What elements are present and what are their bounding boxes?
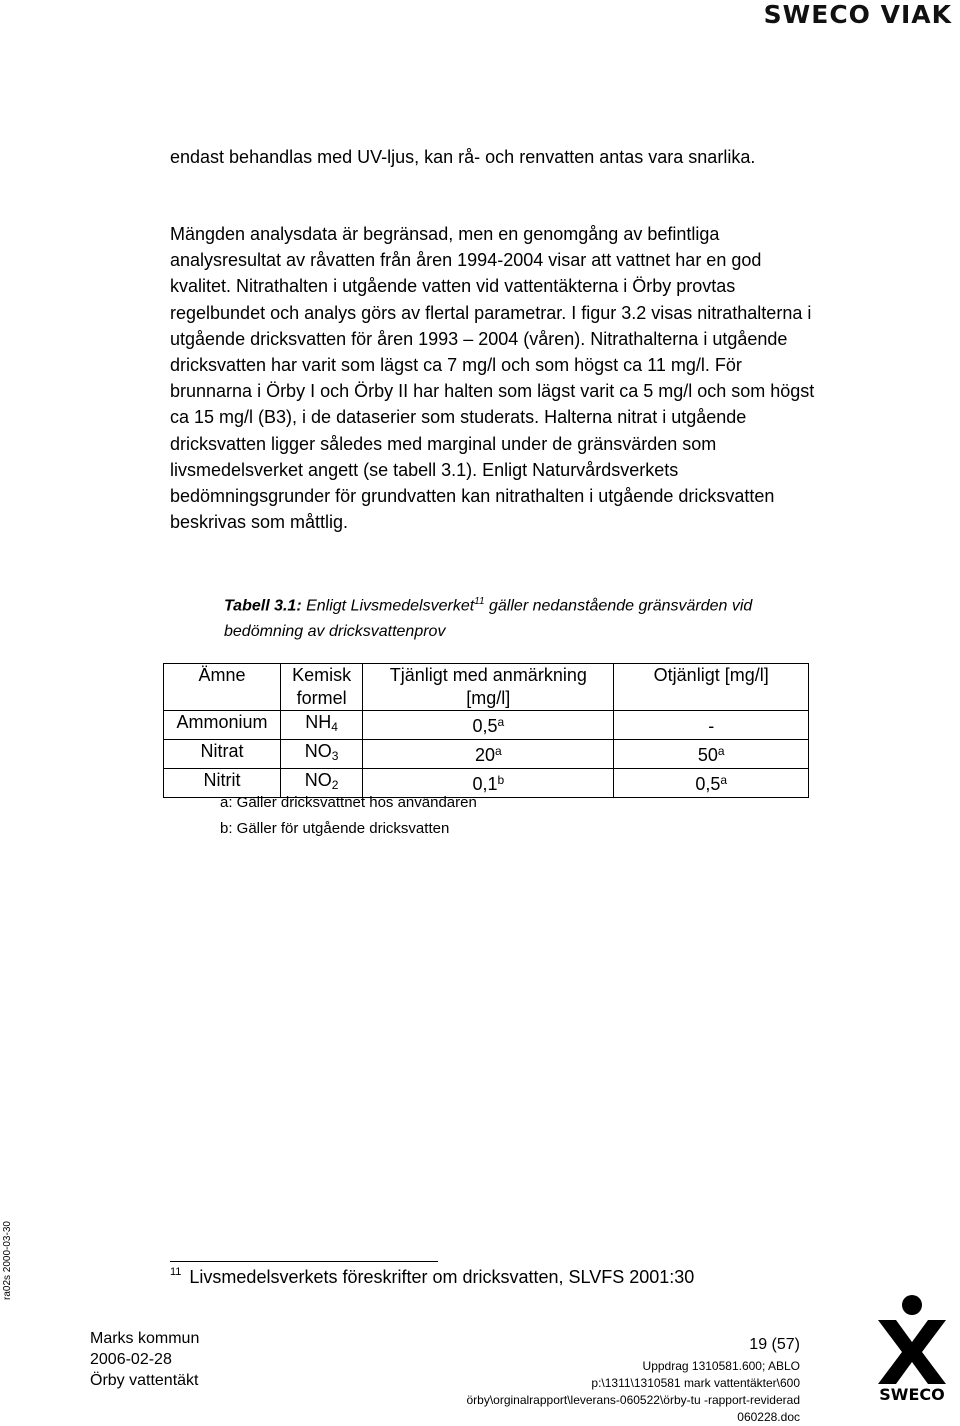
page-number: 19 (57) [749, 1336, 800, 1353]
footer-path-1: p:\1311\1310581 mark vattentäkter\600 [591, 1376, 800, 1390]
paragraph-1: endast behandlas med UV-ljus, kan rå- och renvatten antas vara snarlika. [170, 147, 756, 167]
caption-footnote-ref: 11 [474, 596, 485, 607]
footer-path-3: 060228.doc [737, 1410, 800, 1424]
note-b: b: Gäller för utgående dricksvatten [220, 820, 450, 837]
caption-label: Tabell 3.1: [224, 597, 302, 615]
header-remark: Tjänligt med anmärkning [mg/l] [363, 664, 614, 711]
side-code: ra02s 2000-03-30 [2, 1221, 13, 1300]
footer-left [90, 1328, 199, 1391]
cell-formula: $NO_2$ [280, 769, 362, 798]
paragraph-2: Mängden analysdata är begränsad, men en genomgång av befintliga analysresultat av råvatten från åren 1994-2004 visar att vattnet har en god kvalitet. Nitrathalten i utgående vatten vid vattentäkterna i Örby provtas regelbundet och analys görs av flertal parametrar. I figur 3.2 visas nitrathalterna i utgående dricksvatten för åren 1993 – 2004 (våren). Nitrathalterna i utgående dricksvatten har varit som lägst ca 7 mg/l och som högst ca 11 mg/l. För brunnarna i Örby I och Örby II har halten som lägst varit ca 5 mg/l och som högst ca 15 mg/l (B3), i de dataserier som studerats. Halterna nitrat i utgående dricksvatten ligger således med marginal under de gränsvärden som livsmedelsverket angett (se tabell 3.1). Enligt Naturvårdsverkets bedömningsgrunder för grundvatten kan nitrathalten i utgående dricksvatten beskrivas som måttlig. [170, 224, 815, 533]
cell-remark: 0,5$^a$ [363, 711, 614, 740]
cell-unfit: 50$^a$ [614, 740, 809, 769]
footer-project: Örby vattentäkt [90, 1372, 199, 1389]
header-unfit: Otjänligt [mg/l] [614, 664, 809, 711]
table-row [164, 711, 809, 740]
footnote-divider [170, 1261, 438, 1262]
table-caption [224, 589, 804, 645]
sweco-logo-icon [872, 1294, 952, 1404]
footnote [170, 1266, 694, 1288]
table-row [164, 740, 809, 769]
svg-text:SWECO: SWECO [879, 1385, 945, 1404]
cell-substance: Nitrit [164, 769, 281, 798]
footer-right [466, 1334, 800, 1426]
brand-header: SWECO VIAK [763, 0, 952, 29]
cell-formula: $NH_4$ [280, 711, 362, 740]
footnote-text: Livsmedelsverkets föreskrifter om dricksvatten, SLVFS 2001:30 [189, 1267, 695, 1287]
caption-text-a: Enligt Livsmedelsverket [301, 597, 475, 615]
footer-date: 2006-02-28 [90, 1351, 172, 1368]
footnote-number: 11 [170, 1266, 182, 1278]
cell-unfit: - [614, 711, 809, 740]
footer-assignment: Uppdrag 1310581.600; ABLO [642, 1359, 800, 1373]
cell-formula: $NO_3$ [280, 740, 362, 769]
table-notes [220, 790, 477, 842]
footer-client: Marks kommun [90, 1330, 200, 1347]
note-a: a: Gäller dricksvattnet hos användaren [220, 794, 477, 811]
caption-text-b: gäller nedanstående gränsvärden vid bedömning av dricksvattenprov [224, 597, 753, 641]
header-substance: Ämne [164, 664, 281, 711]
cell-substance: Nitrat [164, 740, 281, 769]
footer-path-2: örby\orginalrapport\leverans-060522\örby-tu -rapport-reviderad [466, 1393, 800, 1407]
cell-substance: Ammonium [164, 711, 281, 740]
limit-values-table [163, 663, 809, 798]
cell-unfit: 0,5$^a$ [614, 769, 809, 798]
header-formula: Kemisk formel [280, 664, 362, 711]
table-header-row [164, 664, 809, 711]
cell-remark: 0,1$^b$ [363, 769, 614, 798]
cell-remark: 20$^a$ [363, 740, 614, 769]
